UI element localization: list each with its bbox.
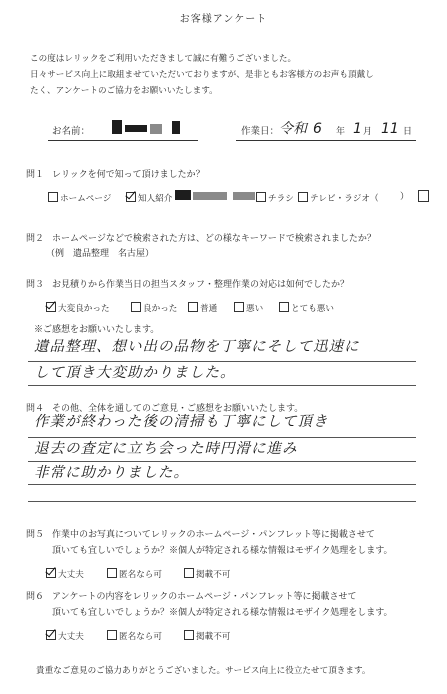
- q1-option-tv-radio[interactable]: テレビ・ラジオ（: [298, 192, 379, 205]
- q6-option-no[interactable]: 掲載不可: [184, 630, 230, 643]
- q3-comment-line-1: 遺品整理、想い出の品物を丁寧にそして迅速に: [34, 339, 360, 355]
- q3-option-good[interactable]: 良かった: [131, 302, 177, 315]
- q6-option-ok[interactable]: 大丈夫: [46, 630, 84, 643]
- q1-number: 問１: [26, 170, 45, 180]
- q4-comment-line-3: 非常に助かりました。: [34, 465, 189, 481]
- q3-option-bad[interactable]: 悪い: [234, 302, 263, 315]
- q1-option-referral[interactable]: 知人紹介: [126, 192, 172, 205]
- q3-question: お見積りから作業当日の担当スタッフ・整理作業の対応は如何でしたか？: [52, 280, 350, 290]
- q3-option-very-bad[interactable]: とても悪い: [279, 302, 334, 315]
- q3-option-very-good[interactable]: 大変良かった: [46, 302, 110, 315]
- checkbox-checked[interactable]: [46, 568, 56, 578]
- date-underline: [236, 140, 416, 141]
- rule-line: [28, 484, 416, 485]
- checkbox-checked[interactable]: [126, 192, 136, 202]
- q1-close-paren: ）: [400, 192, 410, 202]
- q3-option-normal[interactable]: 普通: [188, 302, 217, 315]
- checkbox-checked[interactable]: [46, 630, 56, 640]
- checkbox[interactable]: [107, 630, 117, 640]
- q5-option-ok[interactable]: 大丈夫: [46, 568, 84, 581]
- q2-question: ホームページなどで検索された方は、どの様なキーワードで検索されましたか？: [52, 234, 376, 244]
- q5-question-line-2: 頂いても宜しいでしょうか？※個人が特定される様な情報はモザイク処理をします。: [52, 546, 393, 556]
- intro-line-3: たく、アンケートのご協力をお願いいたします。: [30, 86, 218, 96]
- intro-line-1: この度はレリックをご利用いただきまして誠に有難うございました。: [30, 54, 297, 64]
- month-unit: 月: [363, 127, 373, 137]
- checkbox[interactable]: [107, 568, 117, 578]
- q2-number: 問２: [26, 234, 45, 244]
- q3-comment-line-2: して頂き大変助かりました。: [34, 365, 236, 381]
- q1-option-homepage[interactable]: ホームページ: [48, 192, 111, 205]
- q4-comment-line-1: 作業が終わった後の清掃も丁寧にして頂き: [34, 414, 329, 430]
- checkbox[interactable]: [131, 302, 141, 312]
- survey-title: お客様アンケート: [179, 14, 268, 25]
- checkbox[interactable]: [279, 302, 289, 312]
- year-handwritten: 6: [313, 121, 322, 137]
- checkbox[interactable]: [298, 192, 308, 202]
- q4-number: 問４: [26, 404, 45, 414]
- day-unit: 日: [403, 127, 413, 137]
- checkbox[interactable]: [184, 630, 194, 640]
- checkbox[interactable]: [48, 192, 58, 202]
- q6-question-line-2: 頂いても宜しいでしょうか？※個人が特定される様な情報はモザイク処理をします。: [52, 608, 393, 618]
- day-handwritten: 11: [381, 121, 399, 137]
- rule-line: [28, 501, 416, 502]
- rule-line: [28, 385, 416, 386]
- footer-thanks: 貴重なご意見のご協力ありがとうございました。サービス向上に役立たせて頂きます。: [36, 666, 371, 676]
- q2-example: （例 遺品整理 名古屋）: [46, 249, 155, 259]
- q1-option-flyer[interactable]: チラシ: [256, 192, 294, 205]
- intro-line-2: 日々サービス向上に取組ませていただいておりますが、是非ともお客様方のお声も頂戴し: [30, 70, 374, 80]
- checkbox[interactable]: [188, 302, 198, 312]
- era-handwritten: 令和: [279, 121, 307, 137]
- q6-number: 問６: [26, 592, 45, 602]
- checkbox[interactable]: [234, 302, 244, 312]
- checkbox[interactable]: [184, 568, 194, 578]
- q4-comment-line-2: 退去の査定に立ち会った時円滑に進み: [34, 441, 298, 457]
- rule-line: [28, 437, 416, 438]
- q3-number: 問３: [26, 280, 45, 290]
- checkbox-checked[interactable]: [46, 302, 56, 312]
- q6-question-line-1: アンケートの内容をレリックのホームページ・パンフレット等に掲載させて: [52, 592, 357, 602]
- other-checkbox[interactable]: [418, 190, 429, 202]
- q5-number: 問５: [26, 530, 45, 540]
- q3-comment-label: ※ご感想をお願いいたします。: [34, 325, 160, 335]
- q4-question: その他、全体を通してのご意見・ご感想をお願いいたします。: [52, 404, 304, 414]
- date-label: 作業日：: [241, 126, 280, 137]
- q1-question: レリックを何で知って頂けましたか？: [52, 170, 205, 180]
- q5-question-line-1: 作業中のお写真についてレリックのホームページ・パンフレット等に掲載させて: [52, 530, 375, 540]
- month-handwritten: 1: [353, 121, 362, 137]
- year-unit: 年: [336, 127, 346, 137]
- rule-line: [28, 461, 416, 462]
- name-label: お名前：: [52, 126, 91, 137]
- rule-line: [28, 361, 416, 362]
- checkbox[interactable]: [256, 192, 266, 202]
- q6-option-anonymous[interactable]: 匿名なら可: [107, 630, 162, 643]
- q5-option-no[interactable]: 掲載不可: [184, 568, 230, 581]
- q5-option-anonymous[interactable]: 匿名なら可: [107, 568, 162, 581]
